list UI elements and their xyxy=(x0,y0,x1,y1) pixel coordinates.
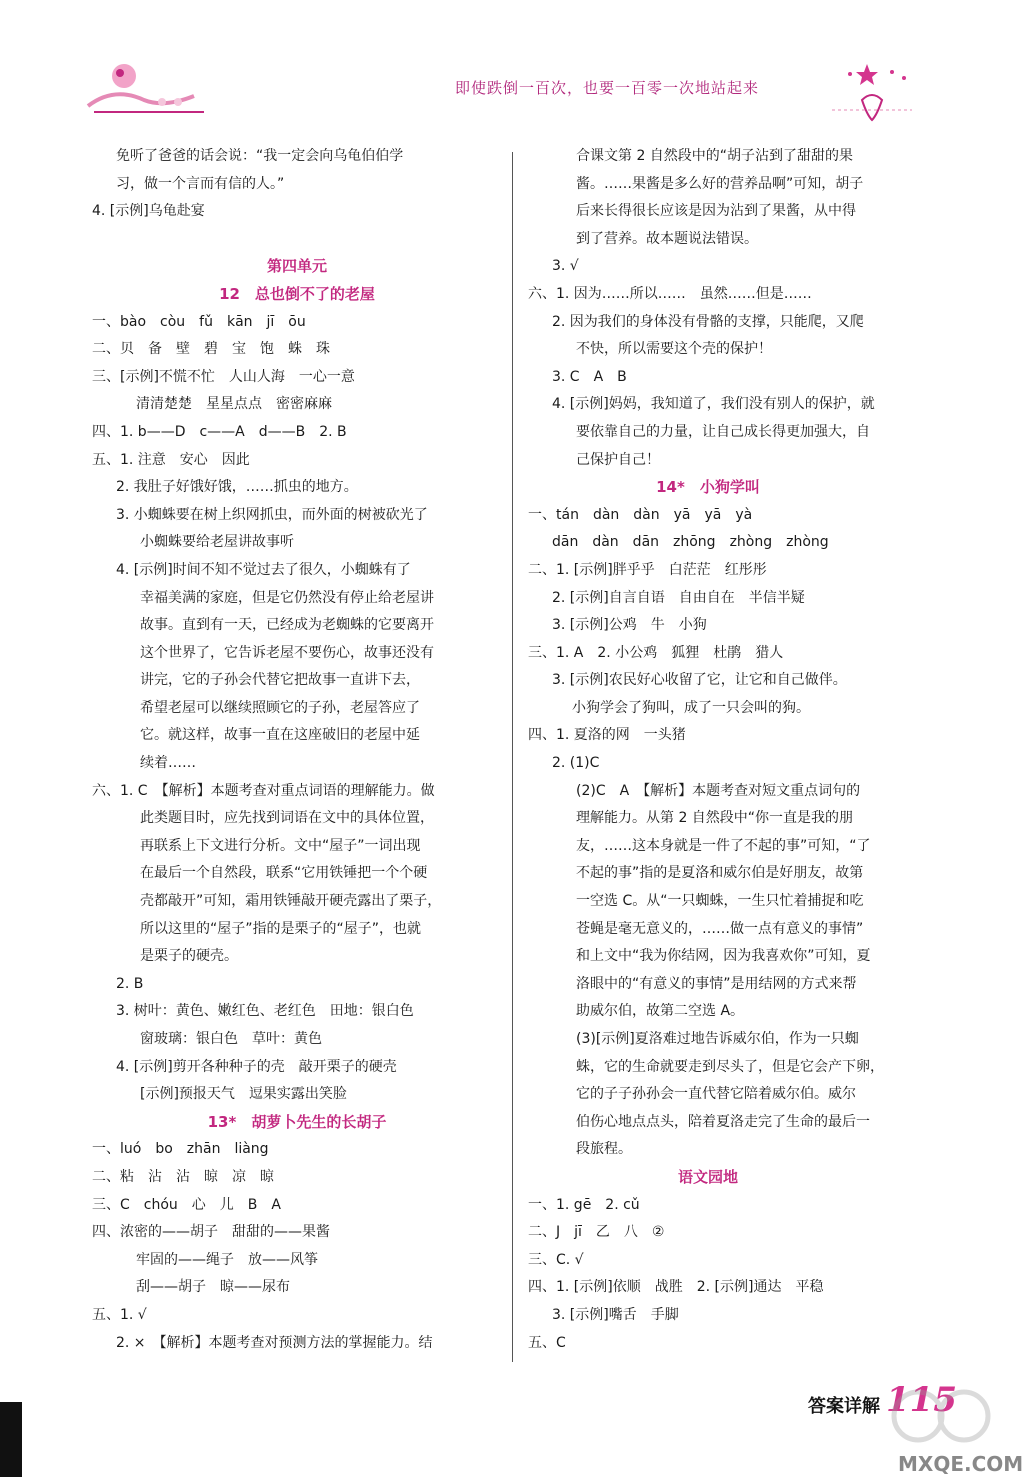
right-column-line: 2. (1)C xyxy=(552,755,600,772)
left-column-line: 3. 小蜘蛛要在树上织网抓虫，而外面的树被砍光了 xyxy=(116,506,428,523)
left-column-line: 此类题目时，应先找到词语在文中的具体位置， xyxy=(140,810,434,827)
left-column-line: 小蜘蛛要给老屋讲故事听 xyxy=(140,534,294,551)
left-column-line: 2. 我肚子好饿好饿，……抓虫的地方。 xyxy=(116,479,358,496)
left-column-line: 在最后一个自然段，联系“它用铁锤把一个个硬 xyxy=(140,865,428,882)
right-column xyxy=(528,143,888,1357)
left-column-line: 习，做一个言而有信的人。” xyxy=(116,175,285,192)
left-column-line: 4. [示例]乌龟赴宴 xyxy=(92,203,205,220)
right-column-line: 理解能力。从第 2 自然段中“你一直是我的朋 xyxy=(576,810,854,827)
right-column-line: 一空选 C。从“一只蜘蛛，一生只忙着捕捉和吃 xyxy=(576,893,864,910)
left-column-line: 四、浓密的——胡子 甜甜的——果酱 xyxy=(92,1224,330,1241)
left-column-line: 这个世界了，它告诉老屋不要伤心，故事还没有 xyxy=(140,644,434,661)
right-column-line: 五、C xyxy=(528,1334,566,1351)
left-column-line: 是栗子的硬壳。 xyxy=(140,948,238,965)
left-column-line: 一、bào còu fǔ kān jī ōu xyxy=(92,313,306,330)
right-column-line: 酱。……果酱是多么好的营养品啊”可知，胡子 xyxy=(576,175,864,192)
footer-label: 答案详解 xyxy=(808,1396,880,1417)
header-motto: 即使跌倒一百次，也要一百零一次地站起来 xyxy=(455,79,760,97)
book-logo-icon xyxy=(84,56,214,118)
right-column-line: 一、1. gē 2. cǔ xyxy=(528,1196,640,1213)
right-column-line: 四、1. [示例]依顺 战胜 2. [示例]通达 平稳 xyxy=(528,1279,824,1296)
left-column-line: 故事。直到有一天，已经成为老蜘蛛的它要离开 xyxy=(140,617,434,634)
left-column-line: 清清楚楚 星星点点 密密麻麻 xyxy=(136,396,332,413)
right-column-line: 段旅程。 xyxy=(576,1141,632,1158)
left-column-line: 13* 胡萝卜先生的长胡子 xyxy=(207,1112,387,1131)
right-column-line: 不快，所以需要这个壳的保护！ xyxy=(576,341,772,358)
watermark-text: MXQE.COM xyxy=(898,1452,1023,1476)
left-column-line: 4. [示例]剪开各种种子的壳 敲开栗子的硬壳 xyxy=(116,1058,397,1075)
left-column-line: 一、luó bo zhān liàng xyxy=(92,1141,269,1158)
left-column-line: 3. 树叶：黄色、嫩红色、老红色 田地：银白色 xyxy=(116,1003,414,1020)
left-column-line: 三、C chóu 心 儿 B A xyxy=(92,1196,281,1213)
right-column-line: 助威尔伯，故第二空选 A。 xyxy=(576,1003,745,1020)
right-column-line: (3)[示例]夏洛难过地告诉威尔伯，作为一只蜘 xyxy=(576,1031,859,1047)
left-column-line: 壳都敲开”可知，霜用铁锤敲开硬壳露出了栗子， xyxy=(140,893,442,910)
right-column-line: 合课文第 2 自然段中的“胡子沾到了甜甜的果 xyxy=(576,148,854,164)
right-column-line: 一、tán dàn dàn yā yā yà xyxy=(528,506,753,523)
left-column-line: 四、1. b——D c——A d——B 2. B xyxy=(92,423,347,440)
right-column-line: 14* 小狗学叫 xyxy=(656,478,760,497)
right-column-line: 友，……这本身就是一件了不起的事”可知，“了 xyxy=(576,837,871,854)
right-column-line: 它的子子孙孙会一直代替它陪着威尔伯。威尔 xyxy=(576,1086,856,1103)
left-column-line: 刮——胡子 晾——尿布 xyxy=(136,1279,290,1296)
left-column-line: 2. B xyxy=(116,975,144,992)
right-column-line: 苍蝇是毫无意义的，……做一点有意义的事情” xyxy=(576,920,864,937)
right-column-line: 3. √ xyxy=(552,258,579,275)
left-column-line: 所以这里的“屋子”指的是栗子的“屋子”，也就 xyxy=(140,920,422,937)
right-column-line: dān dàn dān zhōng zhòng zhòng xyxy=(552,534,829,551)
right-column-line: 己保护自己！ xyxy=(576,451,660,468)
left-column-line: 再联系上下文进行分析。文中“屋子”一词出现 xyxy=(140,837,421,854)
right-column-line: 四、1. 夏洛的网 一头猪 xyxy=(528,727,686,744)
right-column-line: 不起的事”指的是夏洛和威尔伯是好朋友，故第 xyxy=(576,865,864,882)
column-divider xyxy=(512,152,513,1362)
right-column-line: 语文园地 xyxy=(677,1167,738,1186)
right-column-line: 二、J jī 乙 八 ② xyxy=(528,1224,665,1241)
right-column-line: 洛眼中的“有意义的事情”是用结网的方式来帮 xyxy=(576,975,857,992)
left-column-line: 2. × 【解析】本题考查对预测方法的掌握能力。结 xyxy=(116,1334,433,1351)
right-column-line: 到了营养。故本题说法错误。 xyxy=(576,230,758,247)
left-column-line: 讲完，它的子孙会代替它把故事一直讲下去， xyxy=(140,672,420,689)
stars-decoration-icon xyxy=(822,60,922,130)
right-column-line: 后来长得很长应该是因为沾到了果酱，从中得 xyxy=(576,203,856,220)
page-number: 115 xyxy=(886,1380,957,1420)
right-column-line: 二、1. [示例]胖乎乎 白茫茫 红彤彤 xyxy=(528,561,767,578)
right-column-line: 要依靠自己的力量，让自己成长得更加强大，自 xyxy=(576,423,870,440)
right-column-line: 3. [示例]嘴舌 手脚 xyxy=(552,1306,679,1323)
left-column-line: 免听了爸爸的话会说：“我一定会向乌龟伯伯学 xyxy=(116,148,404,164)
right-column-line: 三、C. √ xyxy=(528,1251,584,1268)
right-column-line: 和上文中“我为你结网，因为我喜欢你”可知，夏 xyxy=(576,948,871,965)
right-column-line: 六、1. 因为……所以…… 虽然……但是…… xyxy=(528,285,812,302)
right-column-line: 蛛，它的生命就要走到尽头了，但是它会产下卵， xyxy=(576,1058,884,1075)
right-column-line: 3. [示例]农民好心收留了它，让它和自己做伴。 xyxy=(552,672,847,689)
left-column-line: 希望老屋可以继续照顾它的子孙，老屋答应了 xyxy=(140,699,420,716)
right-column-line: 3. [示例]公鸡 牛 小狗 xyxy=(552,617,707,634)
right-column-line: 4. [示例]妈妈，我知道了，我们没有别人的保护，就 xyxy=(552,396,875,413)
left-column-line: 五、1. √ xyxy=(92,1306,147,1323)
footer-edge-bar xyxy=(0,1402,22,1477)
left-column-line: 牢固的——绳子 放——风筝 xyxy=(136,1251,318,1268)
left-column-line: 六、1. C 【解析】本题考查对重点词语的理解能力。做 xyxy=(92,782,435,799)
left-column-line: 二、贝 备 壁 碧 宝 饱 蛛 珠 xyxy=(92,341,330,358)
left-column xyxy=(92,143,502,1357)
left-column-line: 它。就这样，故事一直在这座破旧的老屋中延 xyxy=(140,727,420,744)
left-column-line: 4. [示例]时间不知不觉过去了很久，小蜘蛛有了 xyxy=(116,561,411,578)
page-header xyxy=(0,0,1000,125)
left-column-line: 第四单元 xyxy=(266,257,327,276)
left-column-line: 续着…… xyxy=(140,755,196,772)
right-column-line: 三、1. A 2. 小公鸡 狐狸 杜鹃 猎人 xyxy=(528,644,784,661)
left-column-line: 幸福美满的家庭，但是它仍然没有停止给老屋讲 xyxy=(140,589,434,606)
right-column-line: 小狗学会了狗叫，成了一只会叫的狗。 xyxy=(572,699,810,716)
right-column-line: 2. [示例]自言自语 自由自在 半信半疑 xyxy=(552,589,805,606)
left-column-line xyxy=(92,226,502,254)
right-column-line: (2)C A 【解析】本题考查对短文重点词句的 xyxy=(576,782,861,799)
right-column-line: 2. 因为我们的身体没有骨骼的支撑，只能爬，又爬 xyxy=(552,313,864,330)
left-column-line: 三、[示例]不慌不忙 人山人海 一心一意 xyxy=(92,368,355,385)
left-column-line: 窗玻璃：银白色 草叶：黄色 xyxy=(140,1031,322,1047)
right-column-line: 伯伤心地点点头，陪着夏洛走完了生命的最后一 xyxy=(576,1113,870,1130)
right-column-line: 3. C A B xyxy=(552,368,627,385)
left-column-line: [示例]预报天气 逗果实露出笑脸 xyxy=(140,1086,347,1103)
left-column-line: 12 总也倒不了的老屋 xyxy=(219,284,375,303)
left-column-line: 五、1. 注意 安心 因此 xyxy=(92,451,250,468)
left-column-line: 二、粘 沾 沾 晾 凉 晾 xyxy=(92,1168,274,1185)
